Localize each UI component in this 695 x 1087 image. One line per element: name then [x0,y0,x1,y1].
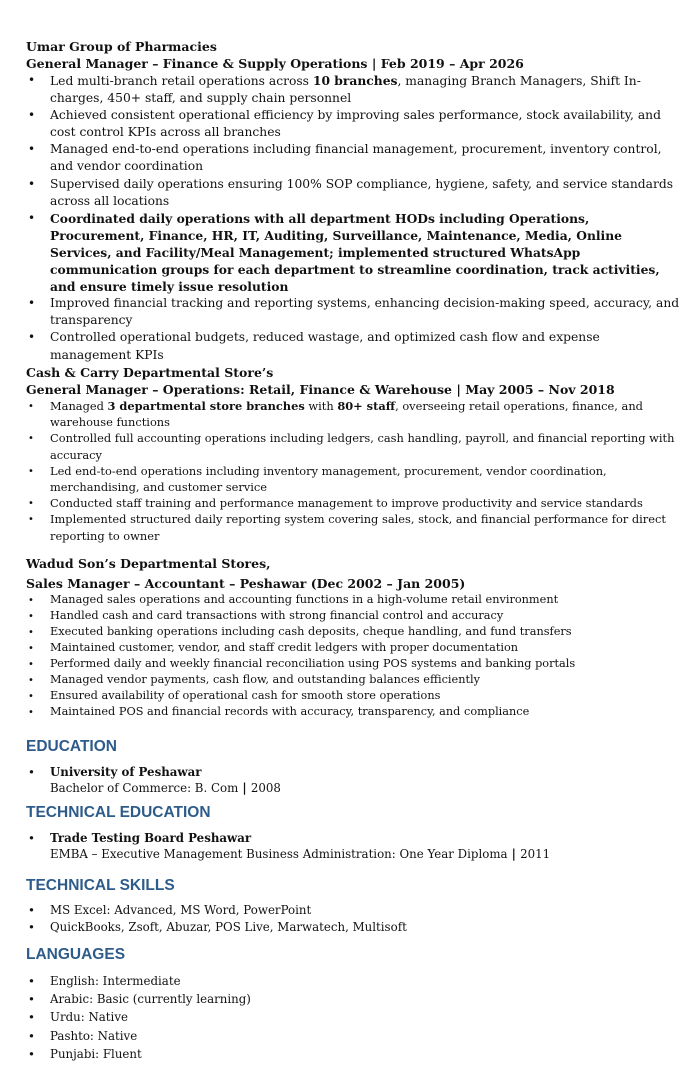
degree: EMBA – Executive Management Business Administration: One Year Diploma | 2011 [50,847,551,861]
technical-education-entry [26,830,681,862]
job-bullets [26,72,681,364]
list-item: • Conducted staff training and performance management to improve productivity and service standards [26,495,681,511]
experience-cash-carry [26,364,681,544]
languages-list [26,972,681,1063]
list-item [26,764,681,796]
company-name: Cash & Carry Departmental Store’s [26,365,274,380]
list-item: • Led multi-branch retail operations across 10 branches, managing Branch Managers, Shift In-charges, 450+ staff, and supply chain personnel [26,72,681,107]
list-item: • Managed sales operations and accounting functions in a high-volume retail environment [26,592,681,608]
list-item: • Ensured availability of operational cash for smooth store operations [26,688,681,704]
job-role: Sales Manager – Accountant – Peshawar (Dec 2002 – Jan 2005) [26,576,466,591]
list-item: • Managed end-to-end operations including financial management, procurement, inventory control, and vendor coordination [26,141,681,175]
list-item: • MS Excel: Advanced, MS Word, PowerPoint [26,902,681,919]
technical-skills [26,902,681,936]
experience-wadud-sons [26,555,681,720]
job-role: General Manager – Operations: Retail, Finance & Warehouse | May 2005 – Nov 2018 [26,382,615,397]
technical-education-list [26,830,681,862]
list-item: • Executed banking operations including cash deposits, cheque handling, and fund transfers [26,624,681,640]
section-title-technical-education: TECHNICAL EDUCATION [26,804,211,821]
list-item: • English: Intermediate [26,972,681,990]
section-title-education: EDUCATION [26,738,117,755]
list-item: • Arabic: Basic (currently learning) [26,990,681,1008]
list-item: • Pashto: Native [26,1027,681,1045]
list-item: • Implemented structured daily reporting system covering sales, stock, and financial performance for direct reporting to owner [26,511,681,543]
list-item: • Controlled operational budgets, reduced wastage, and optimized cash flow and expense management KPIs [26,329,681,363]
institution-name: • University of Peshawar [50,765,202,779]
list-item: • Handled cash and card transactions with strong financial control and accuracy [26,608,681,624]
section-title-languages: LANGUAGES [26,946,126,963]
list-item: • QuickBooks, Zsoft, Abuzar, POS Live, Marwatech, Multisoft [26,919,681,936]
job-bullets [26,398,681,544]
experience-umar-group [26,38,681,364]
company-name: Wadud Son’s Departmental Stores, [26,556,271,571]
list-item: • Urdu: Native [26,1008,681,1026]
list-item: • Controlled full accounting operations including ledgers, cash handling, payroll, and financial reporting with accuracy [26,430,681,462]
list-item: • Coordinated daily operations with all department HODs including Operations, Procurement, Finance, HR, IT, Auditing, Surveillance, Maintenance, Media, Online Services, and Facility/Meal Management; implemented structured WhatsApp communication groups for each department to streamline coordination, track activities, and ensure timely issue resolution [26,210,681,295]
list-item: • Managed vendor payments, cash flow, and outstanding balances efficiently [26,672,681,688]
degree: Bachelor of Commerce: B. Com | 2008 [50,781,281,795]
list-item: • Maintained POS and financial records with accuracy, transparency, and compliance [26,704,681,720]
list-item: • Supervised daily operations ensuring 100% SOP compliance, hygiene, safety, and service standards across all locations [26,176,681,210]
education-list [26,764,681,796]
list-item: • Punjabi: Fluent [26,1045,681,1063]
list-item: • Maintained customer, vendor, and staff credit ledgers with proper documentation [26,640,681,656]
company-name: Umar Group of Pharmacies [26,39,217,54]
list-item: • Managed 3 departmental store branches with 80+ staff, overseeing retail operations, finance, and warehouse functions [26,398,681,430]
institution-name: • Trade Testing Board Peshawar [50,831,252,845]
list-item: • Improved financial tracking and reporting systems, enhancing decision-making speed, accuracy, and transparency [26,295,681,329]
languages [26,972,681,1063]
education-entry [26,764,681,796]
list-item: • Achieved consistent operational efficiency by improving sales performance, stock availability, and cost control KPIs across all branches [26,107,681,141]
list-item [26,830,681,862]
section-title-technical-skills: TECHNICAL SKILLS [26,877,175,894]
job-role: General Manager – Finance & Supply Operations | Feb 2019 – Apr 2026 [26,56,524,71]
list-item: • Performed daily and weekly financial reconciliation using POS systems and banking portals [26,656,681,672]
job-bullets [26,592,681,720]
skills-list [26,902,681,936]
list-item: • Led end-to-end operations including inventory management, procurement, vendor coordination, merchandising, and customer service [26,463,681,495]
